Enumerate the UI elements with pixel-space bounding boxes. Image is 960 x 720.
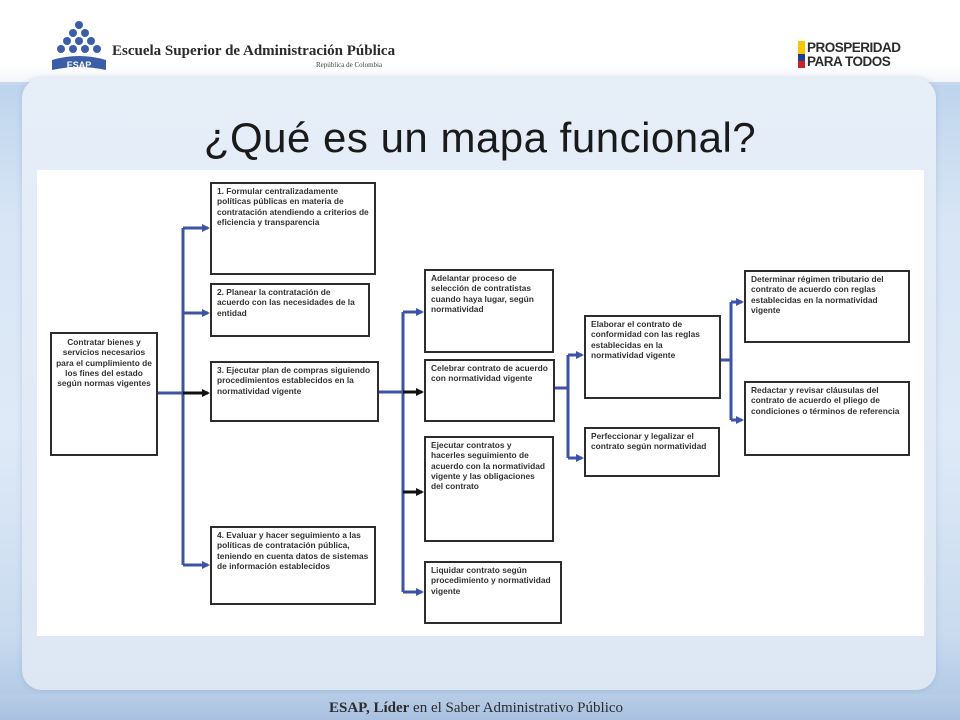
level1-box-4: 4. Evaluar y hacer seguimiento a las políticas de contratación pública, teniendo en cuenta datos de sistemas de información establecidos xyxy=(210,526,376,605)
org-subtitle: República de Colombia xyxy=(316,61,383,69)
root-function-box: Contratar bienes y servicios necesarios para el cumplimiento de los fines del estado según normas vigentes xyxy=(50,332,158,456)
level3-box-1: Elaborar el contrato de conformidad con las reglas establecidas en la normatividad vigente xyxy=(584,315,721,399)
level2-box-2: Celebrar contrato de acuerdo con normatividad vigente xyxy=(424,359,555,422)
level4-box-1: Determinar régimen tributario del contrato de acuerdo con reglas establecidas en la normatividad vigente xyxy=(744,270,910,343)
level2-box-1: Adelantar proceso de selección de contratistas cuando haya lugar, según normatividad xyxy=(424,269,554,353)
slide-title: ¿Qué es un mapa funcional? xyxy=(203,114,757,161)
footer-slogan xyxy=(329,700,623,717)
colombia-flag-icon xyxy=(798,41,805,68)
prosperidad-logo-line2: PARA TODOS xyxy=(807,54,891,69)
footer-slogan-rest: en el Saber Administrativo Público xyxy=(409,700,624,716)
functional-map-diagram xyxy=(37,170,924,636)
prosperidad-logo xyxy=(798,40,910,70)
level1-box-2: 2. Planear la contratación de acuerdo con las necesidades de la entidad xyxy=(210,283,370,337)
level1-box-1: 1. Formular centralizadamente políticas públicas en materia de contratación atendiendo a criterios de eficiencia y transparencia xyxy=(210,182,376,275)
prosperidad-logo-line1: PROSPERIDAD xyxy=(807,40,901,55)
level3-box-2: Perfeccionar y legalizar el contrato según normatividad xyxy=(584,427,720,477)
org-name: Escuela Superior de Administración Pública xyxy=(112,43,396,59)
esap-logo-icon xyxy=(50,20,108,72)
footer-slogan-bold: ESAP, Líder xyxy=(329,700,410,716)
level1-box-3: 3. Ejecutar plan de compras siguiendo procedimientos establecidos en la normatividad vigente xyxy=(210,361,379,422)
level4-box-2: Redactar y revisar cláusulas del contrato de acuerdo el pliego de condiciones o términos de referencia xyxy=(744,381,910,456)
esap-logo-text: ESAP xyxy=(66,60,92,70)
level2-box-4: Liquidar contrato según procedimiento y normatividad vigente xyxy=(424,561,562,624)
level2-box-3: Ejecutar contratos y hacerles seguimiento de acuerdo con la normatividad vigente y las obligaciones del contrato xyxy=(424,436,554,542)
